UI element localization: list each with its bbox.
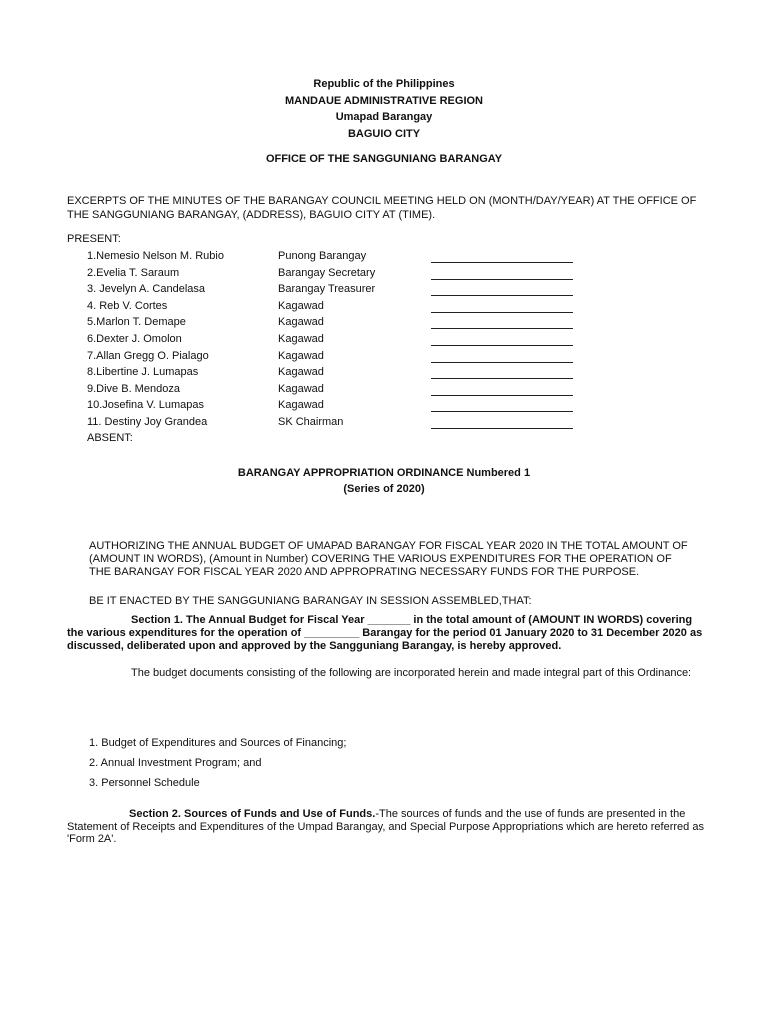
attendee-position: Kagawad <box>278 366 324 379</box>
attendee-position: Kagawad <box>278 332 324 345</box>
header-region: MANDAUE ADMINISTRATIVE REGION <box>285 94 483 107</box>
attendee-row <box>0 333 768 350</box>
section-2-heading: Section 2. Sources of Funds and Use of Funds. <box>129 808 376 820</box>
attendee-list <box>0 250 768 433</box>
section-1-text: Section 1. The Annual Budget for Fiscal Year _______ in the total amount of (AMOUNT IN WORDS) covering the various expenditures for the operation of _________ Barangay for the period 01 January 2020 to 31 December 2020 as discussed, deliberated upon and approved by the Sangguniang Barangay, is hereby approved. <box>67 614 703 652</box>
attendee-position: SK Chairman <box>278 415 344 428</box>
signature-line <box>431 378 573 379</box>
attendee-row <box>0 316 768 333</box>
attendee-name: 10.Josefina V. Lumapas <box>87 399 205 412</box>
attendee-row <box>0 250 768 267</box>
signature-line <box>431 295 573 296</box>
office-title: OFFICE OF THE SANGGUNIANG BARANGAY <box>265 153 503 165</box>
section-2-paragraph <box>67 808 707 846</box>
signature-line <box>431 312 573 313</box>
budget-documents-text: The budget documents consisting of the following are incorporated herein and made integral part of this Ordinance: <box>131 667 692 679</box>
attendee-position: Kagawad <box>278 316 324 329</box>
attendee-row <box>0 366 768 383</box>
attendee-row <box>0 267 768 284</box>
header-republic: Republic of the Philippines <box>313 78 455 90</box>
list-item: 3. Personnel Schedule <box>89 777 200 789</box>
attendee-position: Kagawad <box>278 382 324 395</box>
budget-documents-paragraph <box>67 667 707 680</box>
enacted-clause: BE IT ENACTED BY THE SANGGUNIANG BARANGAY IN SESSION ASSEMBLED,THAT: <box>89 595 532 607</box>
attendee-position: Kagawad <box>278 399 324 412</box>
attendee-row <box>0 300 768 317</box>
signature-line <box>431 411 573 412</box>
attendee-position: Barangay Secretary <box>278 266 376 279</box>
attendee-position: Kagawad <box>278 299 324 312</box>
ordinance-title: BARANGAY APPROPRIATION ORDINANCE Numbered 1 <box>237 467 531 479</box>
header-barangay: Umapad Barangay <box>335 111 433 123</box>
section-2-body: -The sources of funds and the use of funds are presented in the Statement of Receipts and Expenditures of the Umpad Barangay, and Special Purpose Appropriations which are hereto referred as 'Form 2A'. <box>67 808 704 845</box>
attendee-row <box>0 399 768 416</box>
attendee-name: 11. Destiny Joy Grandea <box>87 415 208 428</box>
attendee-name: 4. Reb V. Cortes <box>87 299 168 312</box>
signature-line <box>431 262 573 263</box>
attendee-name: 1.Nemesio Nelson M. Rubio <box>87 250 224 262</box>
attendee-name: 7.Allan Gregg O. Pialago <box>87 349 209 362</box>
authorizing-paragraph: AUTHORIZING THE ANNUAL BUDGET OF UMAPAD BARANGAY FOR FISCAL YEAR 2020 IN THE TOTAL AMOUNT OF (AMOUNT IN WORDS), (Amount in Number) COVERING THE VARIOUS EXPENDITURES FOR THE OPERATION OF THE BARANGAY FOR FISCAL YEAR 2020 AND APPROPRATING NECESSARY FUNDS FOR THE PURPOSE. <box>89 540 688 578</box>
signature-line <box>431 428 573 429</box>
attendee-name: 2.Evelia T. Saraum <box>87 266 180 279</box>
attendee-name: 8.Libertine J. Lumapas <box>87 366 199 379</box>
attendee-name: 3. Jevelyn A. Candelasa <box>87 283 206 296</box>
ordinance-title-block <box>0 465 768 497</box>
signature-line <box>431 362 573 363</box>
header-city: BAGUIO CITY <box>347 127 421 140</box>
signature-line <box>431 345 573 346</box>
attendee-position: Punong Barangay <box>278 250 367 262</box>
signature-line <box>431 328 573 329</box>
attendee-name: 9.Dive B. Mendoza <box>87 382 180 395</box>
attendee-row <box>0 383 768 400</box>
signature-line <box>431 279 573 280</box>
budget-documents-list <box>89 737 346 797</box>
attendee-row <box>0 416 768 433</box>
attendee-name: 6.Dexter J. Omolon <box>87 332 182 345</box>
attendee-position: Kagawad <box>278 349 324 362</box>
section-1-paragraph <box>67 614 707 653</box>
ordinance-series: (Series of 2020) <box>343 483 425 495</box>
absent-label: ABSENT: <box>87 432 133 444</box>
present-label: PRESENT: <box>67 233 121 245</box>
attendee-name: 5.Marlon T. Demape <box>87 316 186 329</box>
attendee-row <box>0 350 768 367</box>
list-item: 2. Annual Investment Program; and <box>89 757 262 769</box>
signature-line <box>431 395 573 396</box>
attendee-position: Barangay Treasurer <box>278 283 376 296</box>
list-item: 1. Budget of Expenditures and Sources of Financing; <box>89 737 347 749</box>
excerpt-paragraph: EXCERPTS OF THE MINUTES OF THE BARANGAY COUNCIL MEETING HELD ON (MONTH/DAY/YEAR) AT THE OFFICE OF THE SANGGUNIANG BARANGAY, (ADDRESS), BAGUIO CITY AT (TIME). <box>67 195 697 221</box>
attendee-row <box>0 283 768 300</box>
document-header <box>0 76 768 142</box>
